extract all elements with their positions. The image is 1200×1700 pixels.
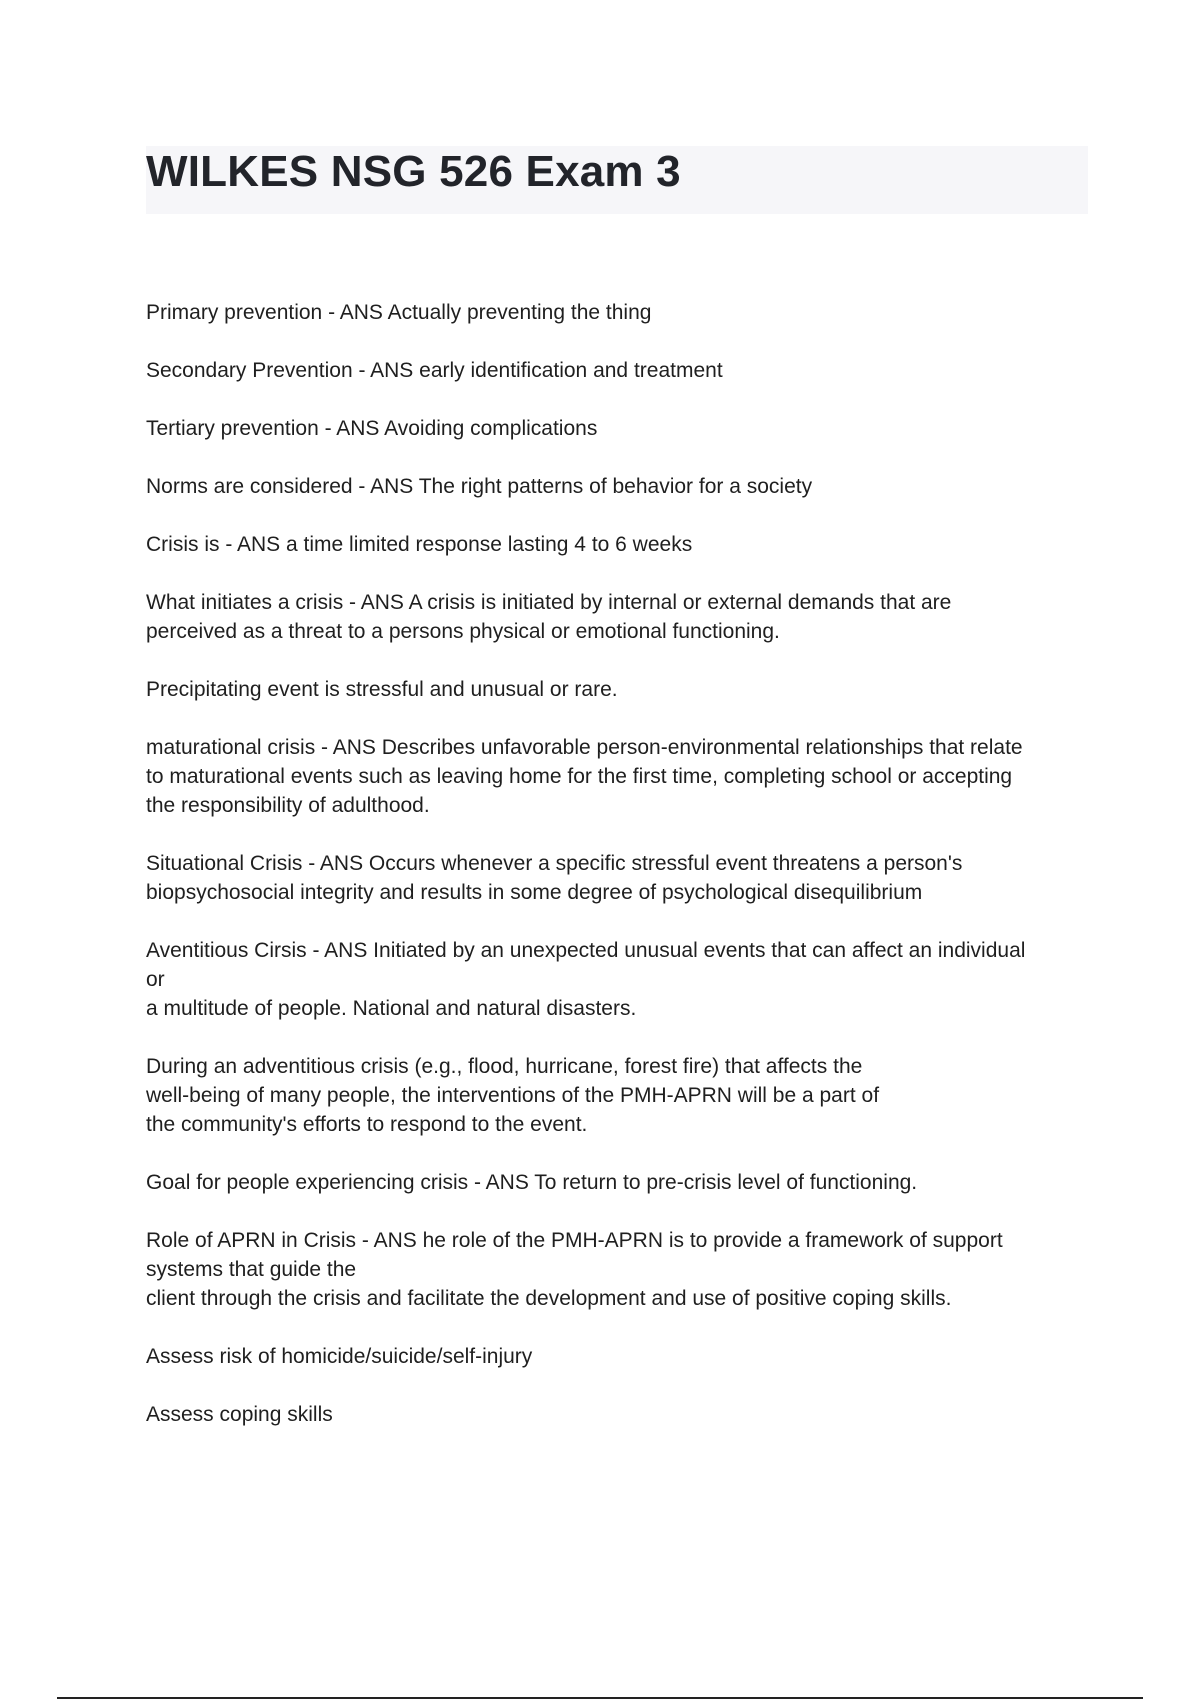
- paragraph-assess-risk: Assess risk of homicide/suicide/self-injury: [146, 1345, 533, 1368]
- paragraph-precipitating-event: Precipitating event is stressful and unusual or rare.: [146, 678, 618, 701]
- page-bottom-divider: [57, 1697, 1143, 1699]
- document-title: WILKES NSG 526 Exam 3: [146, 147, 681, 196]
- paragraph-norms: Norms are considered - ANS The right patterns of behavior for a society: [146, 475, 813, 498]
- paragraph-adventitious-interventions: During an adventitious crisis (e.g., flood, hurricane, forest fire) that affects the well-being of many people, the interventions of the PMH-APRN will be a part of the community's efforts to respond to the event.: [146, 1055, 880, 1136]
- paragraph-aventitious-crisis: Aventitious Cirsis - ANS Initiated by an unexpected unusual events that can affect an individual or a multitude of people. National and natural disasters.: [146, 939, 1026, 1020]
- paragraph-maturational-crisis: maturational crisis - ANS Describes unfavorable person-environmental relationships that relate to maturational events such as leaving home for the first time, completing school or accepting the responsibility of adulthood.: [146, 736, 1023, 817]
- paragraph-crisis-goal: Goal for people experiencing crisis - ANS To return to pre-crisis level of functioning.: [146, 1171, 918, 1194]
- paragraph-tertiary-prevention: Tertiary prevention - ANS Avoiding complications: [146, 417, 598, 440]
- paragraph-aprn-role: Role of APRN in Crisis - ANS he role of the PMH-APRN is to provide a framework of support systems that guide the client through the crisis and facilitate the development and use of positive coping skills.: [146, 1229, 1003, 1310]
- paragraph-situational-crisis: Situational Crisis - ANS Occurs whenever a specific stressful event threatens a person's biopsychosocial integrity and results in some degree of psychological disequilibrium: [146, 852, 963, 904]
- paragraph-crisis-initiation: What initiates a crisis - ANS A crisis is initiated by internal or external demands that are perceived as a threat to a persons physical or emotional functioning.: [146, 591, 952, 643]
- paragraph-primary-prevention: Primary prevention - ANS Actually preventing the thing: [146, 301, 652, 324]
- paragraph-secondary-prevention: Secondary Prevention - ANS early identification and treatment: [146, 359, 723, 382]
- paragraph-assess-coping: Assess coping skills: [146, 1403, 333, 1426]
- document-body: [146, 298, 1088, 1458]
- paragraph-crisis-definition: Crisis is - ANS a time limited response lasting 4 to 6 weeks: [146, 533, 693, 556]
